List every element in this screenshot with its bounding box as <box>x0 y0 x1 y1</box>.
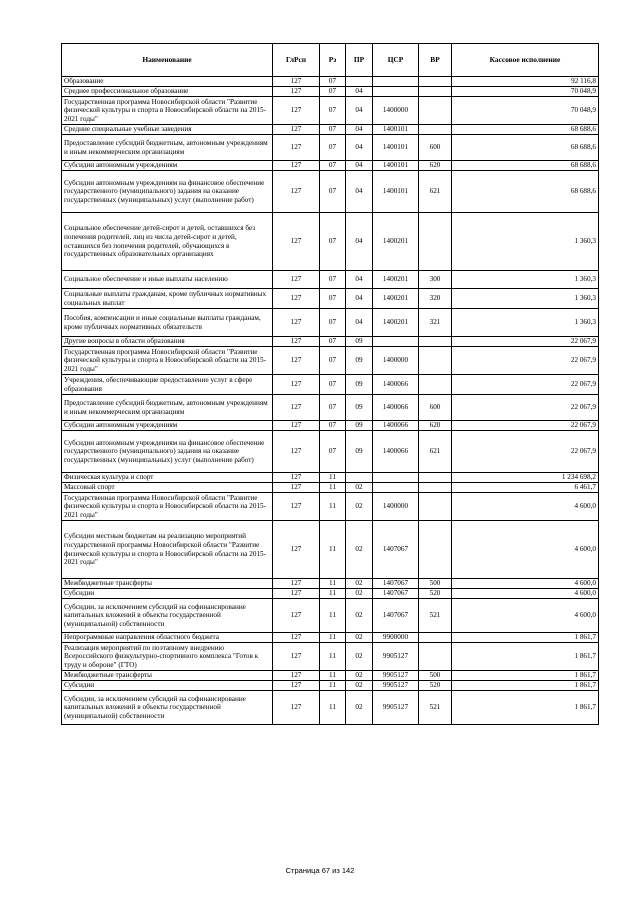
row-pr: 04 <box>346 161 373 171</box>
header-vr: ВР <box>419 44 452 77</box>
table-row <box>62 77 599 87</box>
row-name: Субсидии местным бюджетам на реализацию мероприятий государственной программы Новосибирской области "Развитие физической культуры и спорта в Новосибирской области на 2015-2021 годы" <box>62 521 273 579</box>
row-glrsp: 127 <box>273 691 320 725</box>
row-name: Средние специальные учебные заведения <box>62 125 273 135</box>
row-vr <box>419 493 452 521</box>
row-name: Предоставление субсидий бюджетным, автономным учреждениям и иным некоммерческим организациям <box>62 395 273 421</box>
table-row <box>62 589 599 599</box>
header-name: Наименование <box>62 44 273 77</box>
row-pr: 04 <box>346 271 373 289</box>
row-pr: 09 <box>346 421 373 431</box>
row-rz: 07 <box>320 421 346 431</box>
header-pr: ПР <box>346 44 373 77</box>
row-amount: 68 688,6 <box>452 125 599 135</box>
table-row <box>62 97 599 125</box>
row-glrsp: 127 <box>273 213 320 271</box>
table-row <box>62 271 599 289</box>
row-glrsp: 127 <box>273 633 320 643</box>
row-csr: 1400201 <box>373 213 419 271</box>
row-amount: 1 360,3 <box>452 213 599 271</box>
row-glrsp: 127 <box>273 77 320 87</box>
row-name: Другие вопросы в области образования <box>62 337 273 347</box>
table-row <box>62 135 599 161</box>
row-vr: 500 <box>419 579 452 589</box>
row-rz: 11 <box>320 691 346 725</box>
row-glrsp: 127 <box>273 309 320 337</box>
row-amount: 22 067,9 <box>452 395 599 421</box>
row-glrsp: 127 <box>273 643 320 671</box>
table-row <box>62 395 599 421</box>
row-vr: 520 <box>419 681 452 691</box>
row-glrsp: 127 <box>273 521 320 579</box>
row-vr: 620 <box>419 161 452 171</box>
row-name: Субсидии автономным учреждениям на финансовое обеспечение государственного (муниципального) задания на оказание государственных (муниципальных) услуг (выполнение работ) <box>62 171 273 213</box>
row-csr: 1400066 <box>373 431 419 473</box>
row-amount: 22 067,9 <box>452 337 599 347</box>
row-vr <box>419 77 452 87</box>
row-rz: 11 <box>320 483 346 493</box>
row-csr: 9905127 <box>373 643 419 671</box>
row-rz: 07 <box>320 271 346 289</box>
row-vr: 600 <box>419 395 452 421</box>
row-vr: 521 <box>419 691 452 725</box>
row-csr: 1407067 <box>373 521 419 579</box>
row-pr: 02 <box>346 483 373 493</box>
page-number: Страница 67 из 142 <box>285 866 355 875</box>
row-glrsp: 127 <box>273 431 320 473</box>
row-rz: 07 <box>320 309 346 337</box>
row-csr: 1400000 <box>373 493 419 521</box>
table-row <box>62 421 599 431</box>
row-glrsp: 127 <box>273 125 320 135</box>
row-vr: 320 <box>419 289 452 309</box>
row-vr <box>419 473 452 483</box>
row-rz: 07 <box>320 431 346 473</box>
table-row <box>62 87 599 97</box>
row-glrsp: 127 <box>273 395 320 421</box>
row-rz: 11 <box>320 579 346 589</box>
row-amount: 4 600,0 <box>452 521 599 579</box>
row-csr: 1400101 <box>373 135 419 161</box>
table-row <box>62 643 599 671</box>
row-glrsp: 127 <box>273 589 320 599</box>
row-pr: 04 <box>346 171 373 213</box>
row-pr: 02 <box>346 681 373 691</box>
row-name: Реализация мероприятий по поэтапному внедрению Всероссийского физкультурно-спортивного комплекса "Готов к труду и обороне" (ГТО) <box>62 643 273 671</box>
row-csr: 1400101 <box>373 161 419 171</box>
row-csr: 1407067 <box>373 589 419 599</box>
row-name: Пособия, компенсации и иные социальные выплаты гражданам, кроме публичных нормативных обязательств <box>62 309 273 337</box>
row-amount: 1 861,7 <box>452 643 599 671</box>
row-name: Физическая культура и спорт <box>62 473 273 483</box>
row-csr <box>373 473 419 483</box>
row-csr: 1407067 <box>373 599 419 633</box>
row-vr <box>419 213 452 271</box>
row-vr <box>419 97 452 125</box>
row-pr <box>346 473 373 483</box>
table-row <box>62 347 599 375</box>
row-name: Предоставление субсидий бюджетным, автономным учреждениям и иным некоммерческим организациям <box>62 135 273 161</box>
row-vr <box>419 87 452 97</box>
row-vr: 621 <box>419 171 452 213</box>
table-row <box>62 431 599 473</box>
row-csr: 9905127 <box>373 681 419 691</box>
row-csr <box>373 337 419 347</box>
row-amount: 1 861,7 <box>452 681 599 691</box>
row-csr: 1400066 <box>373 421 419 431</box>
row-glrsp: 127 <box>273 289 320 309</box>
row-amount: 1 861,7 <box>452 691 599 725</box>
row-glrsp: 127 <box>273 681 320 691</box>
row-name: Социальное обеспечение детей-сирот и детей, оставшихся без попечения родителей, лиц из числа детей-сирот и детей, оставшихся без попечения родителей, обучающихся в государственных образовательных организациях <box>62 213 273 271</box>
row-rz: 07 <box>320 289 346 309</box>
row-glrsp: 127 <box>273 347 320 375</box>
table-row <box>62 691 599 725</box>
table-row <box>62 493 599 521</box>
table-row <box>62 681 599 691</box>
row-name: Непрограммные направления областного бюджета <box>62 633 273 643</box>
row-glrsp: 127 <box>273 271 320 289</box>
row-name: Межбюджетные трансферты <box>62 579 273 589</box>
row-glrsp: 127 <box>273 97 320 125</box>
row-glrsp: 127 <box>273 483 320 493</box>
row-rz: 07 <box>320 347 346 375</box>
row-amount: 1 360,3 <box>452 309 599 337</box>
row-pr: 09 <box>346 395 373 421</box>
table-row <box>62 213 599 271</box>
row-glrsp: 127 <box>273 337 320 347</box>
row-amount: 68 688,6 <box>452 171 599 213</box>
row-csr: 1400000 <box>373 97 419 125</box>
row-name: Государственная программа Новосибирской области "Развитие физической культуры и спорта в Новосибирской области на 2015-2021 годы" <box>62 493 273 521</box>
row-name: Социальное обеспечение и иные выплаты населению <box>62 271 273 289</box>
row-csr: 1407067 <box>373 579 419 589</box>
table-header-row <box>62 44 599 77</box>
row-amount: 4 600,0 <box>452 589 599 599</box>
row-vr: 600 <box>419 135 452 161</box>
row-vr <box>419 125 452 135</box>
row-rz: 07 <box>320 213 346 271</box>
row-name: Государственная программа Новосибирской области "Развитие физической культуры и спорта в Новосибирской области на 2015-2021 годы" <box>62 97 273 125</box>
row-pr: 09 <box>346 337 373 347</box>
row-glrsp: 127 <box>273 135 320 161</box>
budget-execution-table <box>61 43 599 725</box>
row-amount: 70 048,9 <box>452 97 599 125</box>
row-rz: 11 <box>320 521 346 579</box>
row-name: Субсидии автономным учреждениям <box>62 161 273 171</box>
row-pr: 04 <box>346 87 373 97</box>
header-rz: Рз <box>320 44 346 77</box>
row-csr <box>373 77 419 87</box>
table-row <box>62 671 599 681</box>
table-row <box>62 171 599 213</box>
row-pr <box>346 77 373 87</box>
row-pr: 04 <box>346 135 373 161</box>
row-csr <box>373 483 419 493</box>
row-rz: 07 <box>320 97 346 125</box>
table-row <box>62 599 599 633</box>
row-amount: 1 360,3 <box>452 289 599 309</box>
header-amount: Кассовое исполнение <box>452 44 599 77</box>
row-pr: 09 <box>346 375 373 395</box>
row-amount: 4 600,0 <box>452 579 599 589</box>
row-rz: 11 <box>320 599 346 633</box>
row-pr: 02 <box>346 521 373 579</box>
row-name: Субсидии, за исключением субсидий на софинансирование капитальных вложений в объекты государственной (муниципальной) собственности <box>62 599 273 633</box>
row-amount: 4 600,0 <box>452 493 599 521</box>
table-row <box>62 289 599 309</box>
row-csr: 1400201 <box>373 271 419 289</box>
row-csr: 1400101 <box>373 125 419 135</box>
row-pr: 04 <box>346 289 373 309</box>
row-name: Социальные выплаты гражданам, кроме публичных нормативных социальных выплат <box>62 289 273 309</box>
row-amount: 68 688,6 <box>452 135 599 161</box>
row-rz: 07 <box>320 161 346 171</box>
row-name: Субсидии, за исключением субсидий на софинансирование капитальных вложений в объекты государственной (муниципальной) собственности <box>62 691 273 725</box>
row-amount: 22 067,9 <box>452 347 599 375</box>
row-name: Межбюджетные трансферты <box>62 671 273 681</box>
row-glrsp: 127 <box>273 579 320 589</box>
row-amount: 22 067,9 <box>452 431 599 473</box>
row-glrsp: 127 <box>273 375 320 395</box>
row-name: Субсидии <box>62 681 273 691</box>
table-row <box>62 579 599 589</box>
row-name: Государственная программа Новосибирской области "Развитие физической культуры и спорта в Новосибирской области на 2015-2021 годы" <box>62 347 273 375</box>
row-csr <box>373 87 419 97</box>
row-rz: 11 <box>320 643 346 671</box>
row-glrsp: 127 <box>273 493 320 521</box>
row-pr: 04 <box>346 309 373 337</box>
row-pr: 02 <box>346 691 373 725</box>
row-name: Учреждения, обеспечивающие предоставление услуг в сфере образования <box>62 375 273 395</box>
row-vr <box>419 521 452 579</box>
row-amount: 22 067,9 <box>452 421 599 431</box>
row-glrsp: 127 <box>273 87 320 97</box>
row-vr: 520 <box>419 589 452 599</box>
row-pr: 02 <box>346 633 373 643</box>
row-rz: 07 <box>320 87 346 97</box>
row-csr: 1400000 <box>373 347 419 375</box>
row-pr: 09 <box>346 431 373 473</box>
row-vr: 521 <box>419 599 452 633</box>
row-csr: 1400201 <box>373 309 419 337</box>
row-vr <box>419 375 452 395</box>
row-rz: 11 <box>320 681 346 691</box>
table-row <box>62 125 599 135</box>
row-csr: 1400066 <box>373 375 419 395</box>
row-csr: 1400201 <box>373 289 419 309</box>
row-glrsp: 127 <box>273 171 320 213</box>
row-rz: 11 <box>320 473 346 483</box>
row-rz: 11 <box>320 671 346 681</box>
row-amount: 22 067,9 <box>452 375 599 395</box>
row-amount: 92 116,8 <box>452 77 599 87</box>
row-rz: 07 <box>320 125 346 135</box>
row-rz: 07 <box>320 171 346 213</box>
row-vr: 300 <box>419 271 452 289</box>
row-pr: 02 <box>346 493 373 521</box>
row-csr: 9905127 <box>373 671 419 681</box>
table-row <box>62 375 599 395</box>
row-amount: 1 234 698,2 <box>452 473 599 483</box>
row-name: Образование <box>62 77 273 87</box>
row-pr: 02 <box>346 599 373 633</box>
row-pr: 04 <box>346 125 373 135</box>
row-vr <box>419 483 452 493</box>
table-row <box>62 633 599 643</box>
row-rz: 07 <box>320 77 346 87</box>
table-row <box>62 473 599 483</box>
row-pr: 02 <box>346 589 373 599</box>
row-amount: 4 600,0 <box>452 599 599 633</box>
row-vr: 621 <box>419 431 452 473</box>
row-vr: 500 <box>419 671 452 681</box>
row-rz: 11 <box>320 493 346 521</box>
row-glrsp: 127 <box>273 421 320 431</box>
row-rz: 07 <box>320 375 346 395</box>
row-name: Субсидии <box>62 589 273 599</box>
row-pr: 04 <box>346 97 373 125</box>
row-glrsp: 127 <box>273 671 320 681</box>
row-rz: 07 <box>320 135 346 161</box>
table-row <box>62 337 599 347</box>
row-vr: 620 <box>419 421 452 431</box>
row-amount: 1 360,3 <box>452 271 599 289</box>
row-amount: 6 461,7 <box>452 483 599 493</box>
row-name: Субсидии автономным учреждениям на финансовое обеспечение государственного (муниципального) задания на оказание государственных (муниципальных) услуг (выполнение работ) <box>62 431 273 473</box>
row-amount: 1 861,7 <box>452 671 599 681</box>
row-amount: 70 048,9 <box>452 87 599 97</box>
row-csr: 1400066 <box>373 395 419 421</box>
row-name: Субсидии автономным учреждениям <box>62 421 273 431</box>
row-rz: 07 <box>320 395 346 421</box>
row-rz: 07 <box>320 337 346 347</box>
table-row <box>62 483 599 493</box>
table-row <box>62 309 599 337</box>
row-amount: 68 688,6 <box>452 161 599 171</box>
row-pr: 02 <box>346 579 373 589</box>
row-pr: 02 <box>346 643 373 671</box>
row-amount: 1 861,7 <box>452 633 599 643</box>
row-vr <box>419 643 452 671</box>
row-glrsp: 127 <box>273 473 320 483</box>
header-glrsp: ГлРсп <box>273 44 320 77</box>
row-vr <box>419 347 452 375</box>
row-rz: 11 <box>320 633 346 643</box>
row-name: Среднее профессиональное образование <box>62 87 273 97</box>
row-glrsp: 127 <box>273 599 320 633</box>
row-pr: 09 <box>346 347 373 375</box>
row-pr: 02 <box>346 671 373 681</box>
row-vr <box>419 633 452 643</box>
row-csr: 9900000 <box>373 633 419 643</box>
row-pr: 04 <box>346 213 373 271</box>
row-vr <box>419 337 452 347</box>
row-rz: 11 <box>320 589 346 599</box>
table-body <box>62 77 599 725</box>
row-vr: 321 <box>419 309 452 337</box>
header-csr: ЦСР <box>373 44 419 77</box>
table-row <box>62 161 599 171</box>
row-name: Массовый спорт <box>62 483 273 493</box>
row-glrsp: 127 <box>273 161 320 171</box>
table-row <box>62 521 599 579</box>
row-csr: 1400101 <box>373 171 419 213</box>
row-csr: 9905127 <box>373 691 419 725</box>
